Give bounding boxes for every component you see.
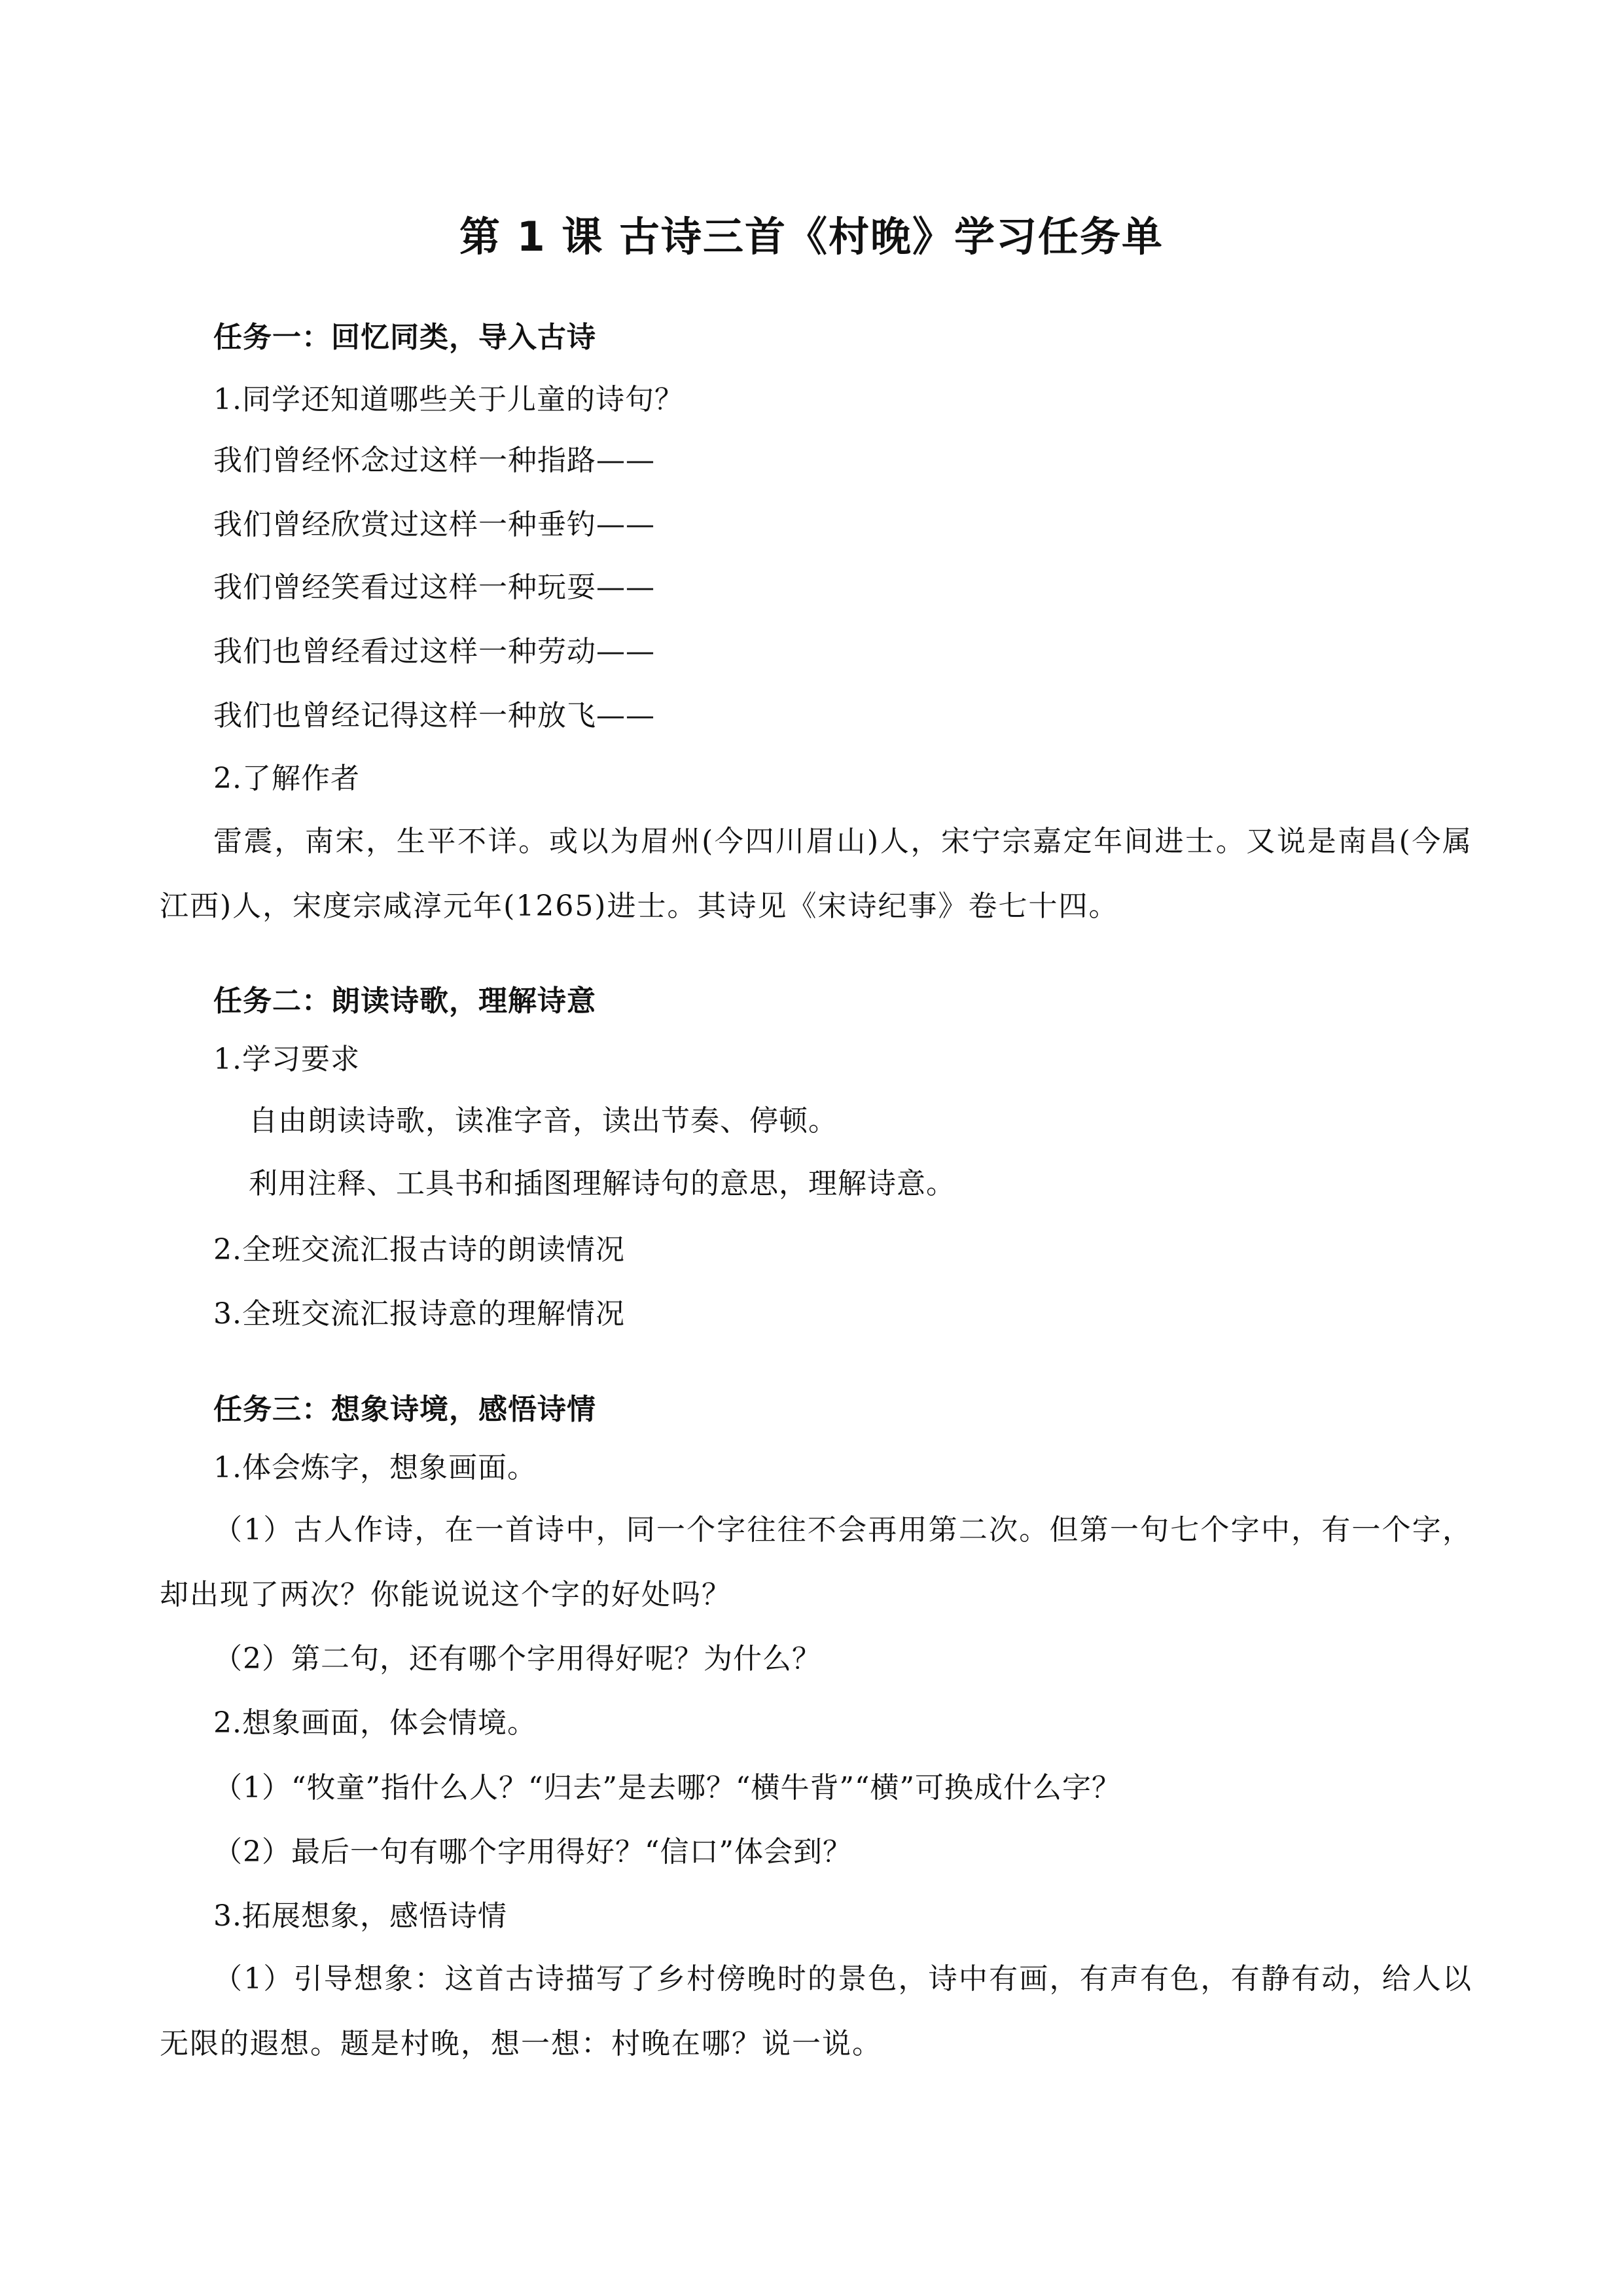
task1-question-1: 1.同学还知道哪些关于儿童的诗句？ (213, 383, 684, 416)
task3-subquestion-3-1: （1）引导想象：这首古诗描写了乡村傍晚时的景色，诗中有画，有声有色，有静有动，给人以无限的遐想。题是村晚，想一想：村晚在哪？说一说。 (160, 1962, 1472, 2060)
task1-line-2: 我们曾经欣赏过这样一种垂钓—— (213, 508, 655, 541)
task2-question-1: 1.学习要求 (213, 1043, 360, 1076)
page-title: 第 1 课 古诗三首《村晚》学习任务单 (459, 213, 1164, 260)
task1-line-3: 我们曾经笑看过这样一种玩耍—— (213, 571, 655, 604)
author-bio: 雷震，南宋，生平不详。或以为眉州(今四川眉山)人，宋宁宗嘉定年间进士。又说是南昌(今属江西)人，宋度宗咸淳元年(1265)进士。其诗见《宋诗纪事》卷七十四。 (160, 825, 1472, 923)
task1-line-5: 我们也曾经记得这样一种放飞—— (213, 699, 655, 732)
task1-line-1: 我们曾经怀念过这样一种指路—— (213, 444, 655, 477)
task2-question-2: 2.全班交流汇报古诗的朗读情况 (213, 1233, 625, 1266)
task1-question-2: 2.了解作者 (213, 762, 360, 795)
task3-subquestion-1-2: （2）第二句，还有哪个字用得好呢？为什么？ (213, 1642, 821, 1676)
task2-requirement-2: 利用注释、工具书和插图理解诗句的意思，理解诗意。 (249, 1167, 955, 1200)
task3-subquestion-1-1: （1）古人作诗，在一首诗中，同一个字往往不会再用第二次。但第一句七个字中，有一个字，却出现了两次？你能说说这个字的好处吗？ (160, 1513, 1472, 1611)
task3-question-3: 3.拓展想象，感悟诗情 (213, 1899, 507, 1933)
task2-heading: 任务二：朗读诗歌，理解诗意 (213, 984, 596, 1018)
task1-heading: 任务一：回忆同类，导入古诗 (213, 321, 596, 354)
task2-question-3: 3.全班交流汇报诗意的理解情况 (213, 1297, 625, 1331)
task3-question-1: 1.体会炼字，想象画面。 (213, 1451, 537, 1484)
task3-heading: 任务三：想象诗境，感悟诗情 (213, 1393, 596, 1426)
task3-question-2: 2.想象画面，体会情境。 (213, 1706, 537, 1740)
task1-line-4: 我们也曾经看过这样一种劳动—— (213, 635, 655, 668)
task3-subquestion-2-2: （2）最后一句有哪个字用得好？“信口”体会到？ (213, 1835, 852, 1869)
task3-subquestion-2-1: （1）“牧童”指什么人？“归去”是去哪？“横牛背”“横”可换成什么字？ (213, 1771, 1121, 1804)
task2-requirement-1: 自由朗读诗歌，读准字音，读出节奏、停顿。 (249, 1104, 838, 1138)
